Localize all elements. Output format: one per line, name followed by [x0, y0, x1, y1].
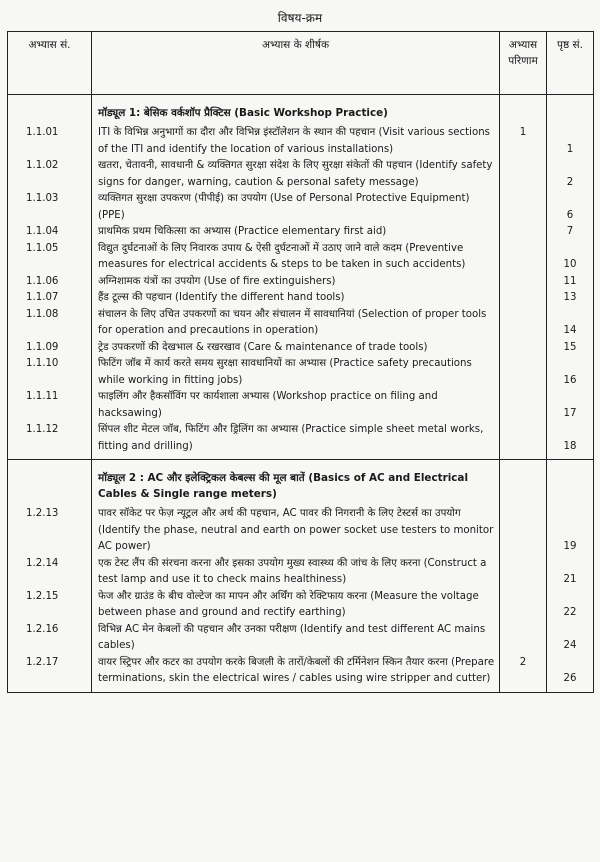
table-row: [8, 274, 594, 291]
module-number-cell: [8, 466, 92, 506]
exercise-result: [500, 191, 547, 224]
exercise-result: [500, 340, 547, 357]
exercise-title: ट्रेड उपकरणों की देखभाल & रखरखाव (Care & maintenance of trade tools): [92, 340, 500, 357]
exercise-page: 2: [547, 158, 594, 191]
exercise-page: 21: [547, 556, 594, 589]
exercise-number: 1.2.13: [8, 506, 92, 556]
header-result: अभ्यास परिणाम: [500, 32, 547, 95]
table-row: [8, 655, 594, 688]
module-heading: मॉड्यूल 2 : AC और इलेक्ट्रिकल केबल्स की मूल बातें (Basics of AC and Electrical Cables & Single range meters): [92, 466, 500, 506]
exercise-number: 1.1.08: [8, 307, 92, 340]
exercise-page: 7: [547, 224, 594, 241]
exercise-title: अग्निशामक यंत्रों का उपयोग (Use of fire extinguishers): [92, 274, 500, 291]
header-row: [8, 32, 594, 95]
exercise-result: [500, 158, 547, 191]
module-page-cell: [547, 466, 594, 506]
exercise-page: 17: [547, 389, 594, 422]
exercise-number: 1.1.05: [8, 241, 92, 274]
exercise-title: विभिन्न AC मेन केबलों की पहचान और उनका परीक्षण (Identify and test different AC mains cables): [92, 622, 500, 655]
exercise-title: फिटिंग जॉब में कार्य करते समय सुरक्षा सावधानियों का अभ्यास (Practice safety precautions while working in fitting jobs): [92, 356, 500, 389]
exercise-page: 1: [547, 125, 594, 158]
table-row: [8, 422, 594, 455]
exercise-title: ITI के विभिन्न अनुभागों का दौरा और विभिन्न इंस्टॉलेशन के स्थान की पहचान (Visit various sections of the ITI and identify the location of various installations): [92, 125, 500, 158]
exercise-number: 1.2.17: [8, 655, 92, 688]
table-row: [8, 307, 594, 340]
exercise-title: व्यक्तिगत सुरक्षा उपकरण (पीपीई) का उपयोग (Use of Personal Protective Equipment) (PPE): [92, 191, 500, 224]
exercise-page: 26: [547, 655, 594, 688]
exercise-title: संचालन के लिए उचित उपकरणों का चयन और संचालन में सावधानियां (Selection of proper tools for operation and precautions in operation): [92, 307, 500, 340]
exercise-page: 11: [547, 274, 594, 291]
toc-table: [7, 31, 594, 693]
exercise-result: [500, 622, 547, 655]
exercise-title: प्राथमिक प्रथम चिकित्सा का अभ्यास (Practice elementary first aid): [92, 224, 500, 241]
exercise-title: एक टेस्ट लैंप की संरचना करना और इसका उपयोग मुख्य स्वास्थ्य की जांच के लिए करना (Construct a test lamp and use it to check mains healthiness): [92, 556, 500, 589]
module-page-cell: [547, 101, 594, 125]
exercise-result: [500, 274, 547, 291]
exercise-result: [500, 389, 547, 422]
exercise-page: 19: [547, 506, 594, 556]
exercise-result: [500, 422, 547, 455]
exercise-page: 6: [547, 191, 594, 224]
table-row: [8, 556, 594, 589]
header-number: अभ्यास सं.: [8, 32, 92, 95]
table-row: [8, 224, 594, 241]
exercise-number: 1.1.10: [8, 356, 92, 389]
exercise-number: 1.1.03: [8, 191, 92, 224]
module-heading-row: [8, 101, 594, 125]
table-row: [8, 356, 594, 389]
header-page: पृष्ठ सं.: [547, 32, 594, 95]
exercise-title: सिंपल शीट मेटल जॉब, फिटिंग और ड्रिलिंग का अभ्यास (Practice simple sheet metal works, fitting and drilling): [92, 422, 500, 455]
table-row: [8, 589, 594, 622]
exercise-title: पावर सॉकेट पर फेज़ न्यूट्रल और अर्थ की पहचान, AC पावर की निगरानी के लिए टेस्टर्स का उपयोग (Identify the phase, neutral and earth on power socket use testers to monitor AC power): [92, 506, 500, 556]
exercise-result: [500, 506, 547, 556]
toc-body: [8, 95, 594, 693]
module-heading: मॉड्यूल 1: बेसिक वर्कशॉप प्रैक्टिस (Basic Workshop Practice): [92, 101, 500, 125]
table-row: [8, 241, 594, 274]
exercise-page: 18: [547, 422, 594, 455]
exercise-result: [500, 241, 547, 274]
exercise-number: 1.1.12: [8, 422, 92, 455]
exercise-result: [500, 224, 547, 241]
module-result-cell: [500, 101, 547, 125]
table-row: [8, 622, 594, 655]
exercise-result: 1: [500, 125, 547, 158]
exercise-number: 1.2.14: [8, 556, 92, 589]
exercise-number: 1.1.11: [8, 389, 92, 422]
exercise-result: 2: [500, 655, 547, 688]
module-heading-row: [8, 466, 594, 506]
exercise-title: फेज और ग्राउंड के बीच वोल्टेज का मापन और अर्थिंग को रेक्टिफाय करना (Measure the voltage between phase and ground and rectify earthing): [92, 589, 500, 622]
exercise-result: [500, 290, 547, 307]
exercise-number: 1.1.02: [8, 158, 92, 191]
exercise-result: [500, 307, 547, 340]
exercise-number: 1.1.06: [8, 274, 92, 291]
module-number-cell: [8, 101, 92, 125]
exercise-page: 24: [547, 622, 594, 655]
exercise-number: 1.2.16: [8, 622, 92, 655]
table-row: [8, 506, 594, 556]
exercise-number: 1.2.15: [8, 589, 92, 622]
exercise-title: विद्युत दुर्घटनाओं के लिए निवारक उपाय & ऐसी दुर्घटनाओं में उठाए जाने वाले कदम (Preventive measures for electrical accidents & steps to be taken in such accidents): [92, 241, 500, 274]
exercise-page: 16: [547, 356, 594, 389]
module-result-cell: [500, 466, 547, 506]
exercise-result: [500, 556, 547, 589]
exercise-title: वायर स्ट्रिपर और कटर का उपयोग करके बिजली के तारों/केबलों की टर्मिनेशन स्किन तैयार करना (Prepare terminations, skin the electrical wires / cables using wire stripper and cutter): [92, 655, 500, 688]
table-row: [8, 158, 594, 191]
exercise-number: 1.1.01: [8, 125, 92, 158]
table-row: [8, 125, 594, 158]
exercise-page: 14: [547, 307, 594, 340]
exercise-page: 15: [547, 340, 594, 357]
exercise-title: फाइलिंग और हैकसॉविंग पर कार्यशाला अभ्यास (Workshop practice on filing and hacksawing): [92, 389, 500, 422]
header-title: अभ्यास के शीर्षक: [92, 32, 500, 95]
page-title: विषय-क्रम: [277, 11, 323, 25]
exercise-number: 1.1.07: [8, 290, 92, 307]
table-row: [8, 340, 594, 357]
exercise-title: हैंड टूल्स की पहचान (Identify the different hand tools): [92, 290, 500, 307]
exercise-number: 1.1.04: [8, 224, 92, 241]
exercise-result: [500, 356, 547, 389]
exercise-page: 13: [547, 290, 594, 307]
table-row: [8, 389, 594, 422]
exercise-number: 1.1.09: [8, 340, 92, 357]
exercise-title: खतरा, चेतावनी, सावधानी & व्यक्तिगत सुरक्षा संदेश के लिए सुरक्षा संकेतों की पहचान (Identify safety signs for danger, warning, caution & personal safety message): [92, 158, 500, 191]
exercise-page: 10: [547, 241, 594, 274]
exercise-result: [500, 589, 547, 622]
table-row: [8, 191, 594, 224]
exercise-page: 22: [547, 589, 594, 622]
table-row: [8, 290, 594, 307]
